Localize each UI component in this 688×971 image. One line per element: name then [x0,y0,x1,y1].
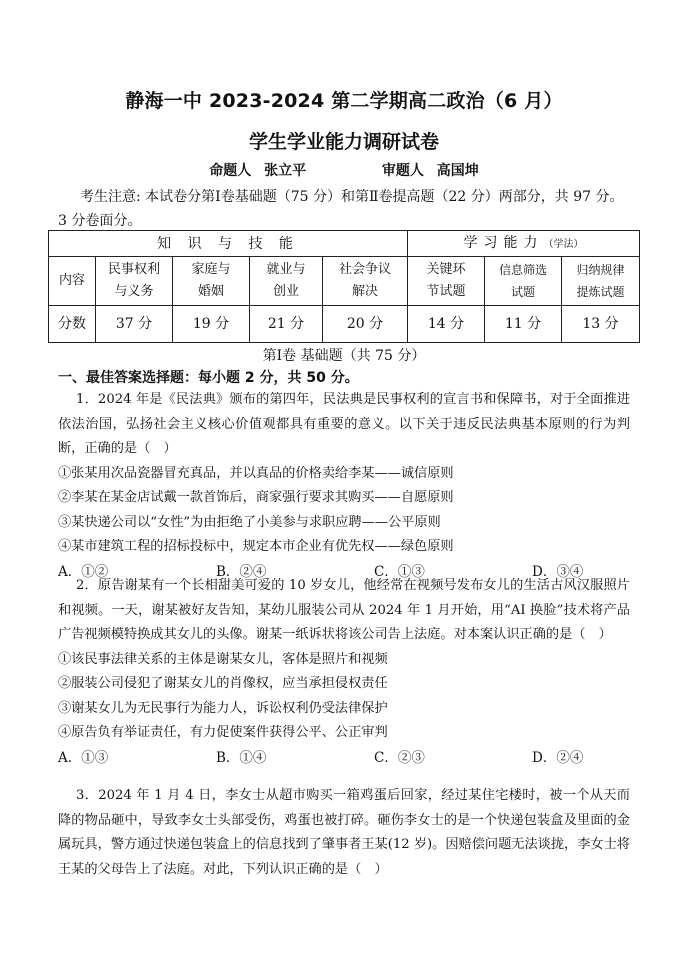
question-stem: 2．原告谢某有一个长相甜美可爱的 10 岁女儿，他经常在视频号发布女儿的生活古风汉服照片和视频。一天，谢某被好友告知，某幼儿服装公司从 2024 年 1 月开始，用“AI 换脸”技术将产品广告视频模特换成其女儿的头像。谢某一纸诉状将该公司告上法庭。对本案认识正确的是（ ） [58,578,630,642]
question-3 [58,784,630,882]
statement-option: ④原告负有举证责任，有力促使案件获得公平、公正审判 [58,725,388,740]
question-1 [58,388,630,584]
category-cell: 信息筛选 试题 [485,257,562,306]
choice-d: D．③④ [532,563,584,580]
question-stem: 3．2024 年 1 月 4 日，李女士从超市购买一箱鸡蛋后回家，经过某住宅楼时，被一个从天而降的物品砸中，导致李女士头部受伤，鸡蛋也被打碎。砸伤李女士的是一个快递包装盒及里面的金属玩具，警方通过快递包装盒上的信息找到了肇事者王某(12 岁)。因赔偿问题无法谈拢，李女士将王某的父母告上了法庭。对此，下列认识正确的是（ ） [58,788,630,877]
statement-option: ②服装公司侵犯了谢某女儿的肖像权，应当承担侵权责任 [58,676,388,691]
score-cell: 37 分 [96,306,173,343]
score-cell: 20 分 [323,306,408,343]
score-cell: 13 分 [562,306,640,343]
author-line [0,160,688,180]
choice-c: C．②③ [374,749,425,766]
score-cell: 11 分 [485,306,562,343]
category-cell: 归纳规律 提炼试题 [562,257,640,306]
choice-b: B．②④ [216,563,267,580]
score-cell: 19 分 [173,306,250,343]
setter-label: 命题人 [209,163,252,179]
category-cell: 社会争议 解决 [323,257,408,306]
part-title: 第Ⅰ卷 基础题（共 75 分） [262,348,426,364]
learning-ability-header: 学习能力（学法） [408,231,640,257]
statement-option: ③某快递公司以“女性”为由拒绝了小美参与求职应聘——公平原则 [58,514,441,530]
statement-option: ①张某用次品瓷器冒充真品，并以真品的价格卖给李某——诚信原则 [58,465,454,481]
category-cell: 家庭与 婚姻 [173,257,250,306]
statement-option: ②李某在某金店试戴一款首饰后，商家强行要求其购买——自愿原则 [58,490,454,505]
reviewer-label: 审题人 [381,163,424,179]
table-category-row [49,257,640,306]
category-cell: 就业与 创业 [250,257,323,306]
statement-option: ①该民事法律关系的主体是谢某女儿，客体是照片和视频 [58,651,388,667]
score-cell: 14 分 [408,306,485,343]
question-2 [58,574,630,770]
category-cell: 关键环 节试题 [408,257,485,306]
category-cell: 民事权利 与义务 [96,257,173,306]
statement-option: ④某市建筑工程的招标投标中，规定本市企业有优先权——绿色原则 [58,539,454,554]
choice-b: B．①④ [216,749,267,766]
table-header-row [49,231,640,257]
question-stem: 1．2024 年是《民法典》颁布的第四年，民法典是民事权利的宣言书和保障书，对于全面推进依法治国，弘扬社会主义核心价值观都具有重要的意义。以下关于违反民法典基本原则的行为判断，正确的是（ ） [58,392,630,456]
choice-d: D．②④ [532,749,584,766]
row-label-score: 分数 [49,306,96,343]
setter-name: 张立平 [264,163,307,179]
choice-c: C．①③ [374,563,425,580]
choice-a: A．①③ [58,749,109,766]
learning-ability-note: （学法） [543,238,584,250]
section-title: 一、最佳答案选择题：每小题 2 分，共 50 分。 [58,370,359,386]
exam-subtitle: 学生学业能力调研试卷 [248,131,439,153]
table-score-row [49,306,640,343]
row-label-content: 内容 [49,257,96,306]
statement-option: ③谢某女儿为无民事行为能力人，诉讼权利仍受法律保护 [58,700,388,716]
exam-notice [58,185,630,233]
answer-choices [58,746,630,771]
exam-title: 静海一中 2023-2024 第二学期高二政治（6 月） [125,90,563,112]
score-cell: 21 分 [250,306,323,343]
notice-text: 考生注意: 本试卷分第Ⅰ卷基础题（75 分）和第Ⅱ卷提高题（22 分）两部分，共 97 分。3 分卷面分。 [58,189,624,229]
score-distribution-table [48,230,640,343]
choice-a: A．①② [58,563,109,580]
knowledge-skill-header: 知 识 与 技 能 [49,231,408,257]
reviewer-name: 高国坤 [436,163,479,179]
